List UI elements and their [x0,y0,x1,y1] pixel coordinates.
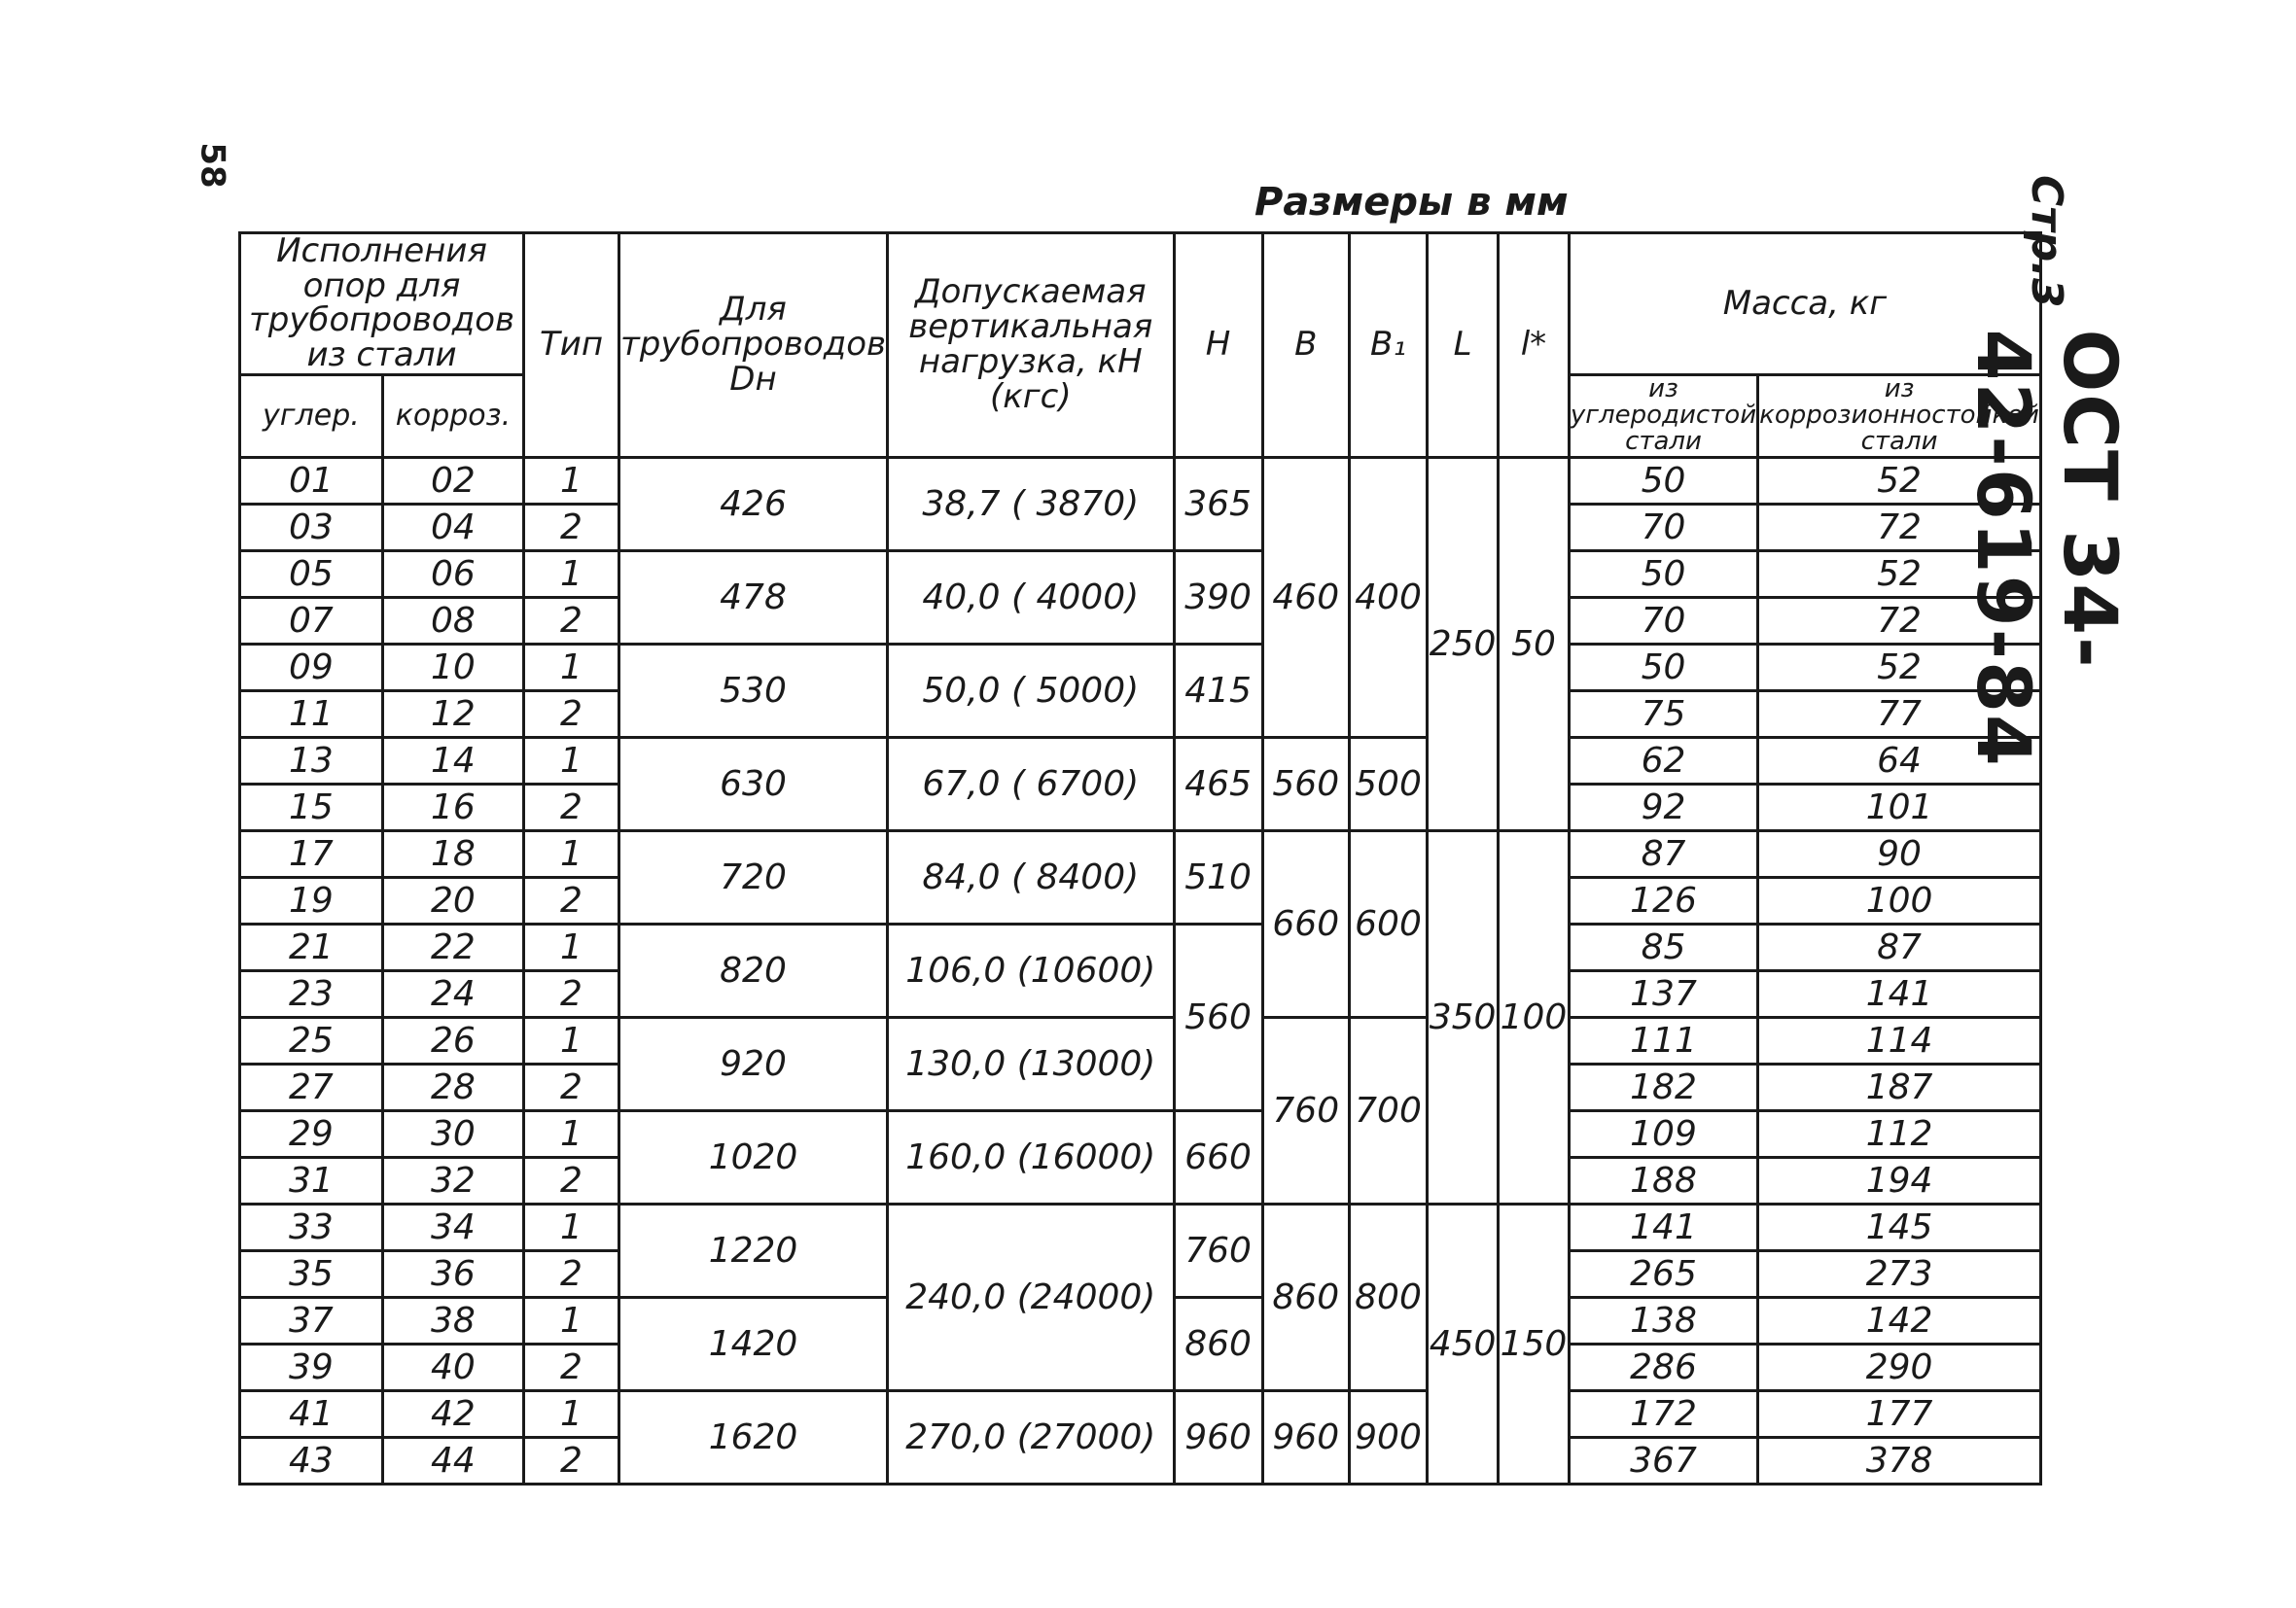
cell-corrosion: 04 [382,504,523,550]
header-b: B [1262,233,1349,458]
cell-type: 2 [524,690,619,737]
cell-carbon: 35 [240,1250,383,1297]
cell-type: 2 [524,1064,619,1110]
cell-load: 40,0 ( 4000) [888,550,1174,644]
header-l: L [1428,233,1499,458]
header-h: H [1174,233,1262,458]
cell-h: 760 [1174,1204,1262,1297]
cell-pipe: 478 [618,550,887,644]
header-load: Допускаемая вертикальная нагрузка, кН (кгс) [888,233,1174,458]
cell-carbon: 01 [240,457,383,504]
cell-mass-carbon: 50 [1569,457,1757,504]
cell-type: 1 [524,1110,619,1157]
cell-mass-corrosion: 378 [1758,1437,2041,1484]
cell-b1: 900 [1349,1390,1427,1484]
cell-pipe: 1020 [618,1110,887,1204]
cell-mass-carbon: 367 [1569,1437,1757,1484]
cell-mass-corrosion: 141 [1758,970,2041,1017]
cell-carbon: 43 [240,1437,383,1484]
cell-corrosion: 34 [382,1204,523,1250]
cell-carbon: 03 [240,504,383,550]
cell-mass-corrosion: 100 [1758,877,2041,924]
cell-corrosion: 42 [382,1390,523,1437]
cell-load: 84,0 ( 8400) [888,830,1174,924]
header-variants: Исполнения опор для трубопроводов из стали [240,233,524,375]
cell-mass-corrosion: 114 [1758,1017,2041,1064]
cell-mass-carbon: 111 [1569,1017,1757,1064]
cell-corrosion: 32 [382,1157,523,1204]
cell-mass-carbon: 188 [1569,1157,1757,1204]
cell-type: 1 [524,737,619,784]
table-row [240,550,2041,597]
cell-pipe: 530 [618,644,887,737]
cell-corrosion: 02 [382,457,523,504]
spec-table [238,231,2042,1486]
table-row [240,644,2041,690]
cell-h: 510 [1174,830,1262,924]
cell-b1: 700 [1349,1017,1427,1204]
cell-carbon: 39 [240,1344,383,1390]
cell-corrosion: 24 [382,970,523,1017]
cell-mass-corrosion: 52 [1758,457,2041,504]
cell-corrosion: 10 [382,644,523,690]
cell-carbon: 31 [240,1157,383,1204]
cell-mass-carbon: 182 [1569,1064,1757,1110]
cell-type: 1 [524,1017,619,1064]
cell-l-small: 100 [1499,830,1570,1204]
cell-load: 160,0 (16000) [888,1110,1174,1204]
cell-mass-corrosion: 52 [1758,644,2041,690]
table-row [240,830,2041,877]
cell-type: 2 [524,877,619,924]
cell-h: 415 [1174,644,1262,737]
table-row [240,1204,2041,1250]
cell-mass-carbon: 265 [1569,1250,1757,1297]
cell-b: 960 [1262,1390,1349,1484]
cell-h: 365 [1174,457,1262,550]
cell-mass-carbon: 75 [1569,690,1757,737]
table-row [240,1017,2041,1064]
header-b1: B₁ [1349,233,1427,458]
cell-corrosion: 28 [382,1064,523,1110]
cell-mass-carbon: 70 [1569,504,1757,550]
cell-l-small: 150 [1499,1204,1570,1484]
cell-mass-corrosion: 142 [1758,1297,2041,1344]
cell-mass-carbon: 172 [1569,1390,1757,1437]
cell-type: 1 [524,457,619,504]
cell-l: 250 [1428,457,1499,830]
cell-carbon: 29 [240,1110,383,1157]
cell-type: 2 [524,1250,619,1297]
cell-b: 660 [1262,830,1349,1017]
cell-mass-corrosion: 52 [1758,550,2041,597]
cell-carbon: 07 [240,597,383,644]
cell-b: 760 [1262,1017,1349,1204]
cell-corrosion: 36 [382,1250,523,1297]
cell-l: 350 [1428,830,1499,1204]
cell-mass-corrosion: 145 [1758,1204,2041,1250]
cell-load: 50,0 ( 5000) [888,644,1174,737]
cell-b1: 800 [1349,1204,1427,1390]
cell-mass-corrosion: 194 [1758,1157,2041,1204]
cell-load: 240,0 (24000) [888,1204,1174,1390]
table-row [240,924,2041,970]
cell-load: 270,0 (27000) [888,1390,1174,1484]
document-code: ОСТ 34-42-619-84 [1960,329,2134,768]
cell-mass-carbon: 141 [1569,1204,1757,1250]
cell-carbon: 27 [240,1064,383,1110]
cell-b1: 600 [1349,830,1427,1017]
cell-carbon: 17 [240,830,383,877]
cell-mass-carbon: 50 [1569,644,1757,690]
dimensions-caption: Размеры в мм [1254,180,1569,225]
cell-type: 1 [524,1297,619,1344]
cell-mass-corrosion: 64 [1758,737,2041,784]
cell-pipe: 1620 [618,1390,887,1484]
cell-pipe: 630 [618,737,887,830]
cell-carbon: 11 [240,690,383,737]
header-mass: Масса, кг [1569,233,2040,375]
cell-mass-carbon: 126 [1569,877,1757,924]
cell-type: 2 [524,1157,619,1204]
cell-carbon: 05 [240,550,383,597]
cell-carbon: 09 [240,644,383,690]
cell-corrosion: 26 [382,1017,523,1064]
cell-mass-carbon: 92 [1569,784,1757,830]
cell-type: 2 [524,1437,619,1484]
cell-mass-corrosion: 77 [1758,690,2041,737]
cell-b: 560 [1262,737,1349,830]
header-mass-carbon: из углеродистой стали [1570,373,1757,457]
cell-corrosion: 18 [382,830,523,877]
cell-type: 2 [524,784,619,830]
cell-mass-carbon: 137 [1569,970,1757,1017]
cell-mass-carbon: 138 [1569,1297,1757,1344]
cell-carbon: 41 [240,1390,383,1437]
cell-pipe: 1420 [618,1297,887,1390]
cell-carbon: 37 [240,1297,383,1344]
page-number: 58 [193,142,232,189]
cell-carbon: 23 [240,970,383,1017]
header-l-small: l* [1499,233,1570,458]
cell-mass-corrosion: 72 [1758,504,2041,550]
cell-h: 660 [1174,1110,1262,1204]
sheet-label: Стр.3 [2022,175,2072,308]
cell-corrosion: 06 [382,550,523,597]
cell-carbon: 15 [240,784,383,830]
cell-mass-carbon: 50 [1569,550,1757,597]
cell-type: 1 [524,550,619,597]
cell-corrosion: 22 [382,924,523,970]
cell-l-small: 50 [1499,457,1570,830]
cell-b: 860 [1262,1204,1349,1390]
cell-type: 1 [524,1390,619,1437]
cell-b1: 400 [1349,457,1427,737]
cell-h: 465 [1174,737,1262,830]
cell-type: 2 [524,597,619,644]
cell-mass-carbon: 85 [1569,924,1757,970]
cell-l: 450 [1428,1204,1499,1484]
cell-b: 460 [1262,457,1349,737]
cell-corrosion: 16 [382,784,523,830]
header-corrosion: корроз. [382,374,523,457]
cell-corrosion: 12 [382,690,523,737]
header-carbon: углер. [240,374,383,457]
cell-carbon: 25 [240,1017,383,1064]
cell-mass-corrosion: 273 [1758,1250,2041,1297]
cell-h: 390 [1174,550,1262,644]
header-type: Тип [524,233,619,458]
cell-b1: 500 [1349,737,1427,830]
cell-corrosion: 38 [382,1297,523,1344]
header-mass-corrosion: из коррозионностойкой стали [1759,373,2039,457]
cell-pipe: 1220 [618,1204,887,1297]
header-pipe: Для трубопроводов Dн [618,233,887,458]
cell-pipe: 920 [618,1017,887,1110]
cell-mass-corrosion: 72 [1758,597,2041,644]
table-row [240,1390,2041,1437]
cell-corrosion: 44 [382,1437,523,1484]
cell-mass-corrosion: 101 [1758,784,2041,830]
cell-h: 860 [1174,1297,1262,1390]
cell-type: 2 [524,970,619,1017]
cell-mass-carbon: 109 [1569,1110,1757,1157]
cell-type: 1 [524,1204,619,1250]
cell-mass-corrosion: 112 [1758,1110,2041,1157]
cell-pipe: 720 [618,830,887,924]
cell-load: 38,7 ( 3870) [888,457,1174,550]
cell-h: 560 [1174,924,1262,1110]
cell-carbon: 21 [240,924,383,970]
cell-mass-carbon: 286 [1569,1344,1757,1390]
cell-pipe: 820 [618,924,887,1017]
cell-corrosion: 40 [382,1344,523,1390]
cell-corrosion: 20 [382,877,523,924]
table-row [240,1110,2041,1157]
cell-carbon: 13 [240,737,383,784]
cell-load: 130,0 (13000) [888,1017,1174,1110]
cell-mass-corrosion: 90 [1758,830,2041,877]
cell-load: 67,0 ( 6700) [888,737,1174,830]
cell-load: 106,0 (10600) [888,924,1174,1017]
cell-type: 1 [524,924,619,970]
table-row [240,457,2041,504]
cell-mass-corrosion: 187 [1758,1064,2041,1110]
cell-mass-carbon: 70 [1569,597,1757,644]
spec-table-body [240,457,2041,1484]
cell-mass-corrosion: 290 [1758,1344,2041,1390]
cell-corrosion: 08 [382,597,523,644]
table-row [240,737,2041,784]
cell-type: 1 [524,644,619,690]
cell-type: 2 [524,504,619,550]
cell-mass-corrosion: 177 [1758,1390,2041,1437]
cell-mass-corrosion: 87 [1758,924,2041,970]
cell-carbon: 33 [240,1204,383,1250]
cell-mass-carbon: 62 [1569,737,1757,784]
cell-type: 1 [524,830,619,877]
cell-corrosion: 30 [382,1110,523,1157]
cell-h: 960 [1174,1390,1262,1484]
cell-pipe: 426 [618,457,887,550]
cell-mass-carbon: 87 [1569,830,1757,877]
cell-corrosion: 14 [382,737,523,784]
cell-type: 2 [524,1344,619,1390]
cell-carbon: 19 [240,877,383,924]
